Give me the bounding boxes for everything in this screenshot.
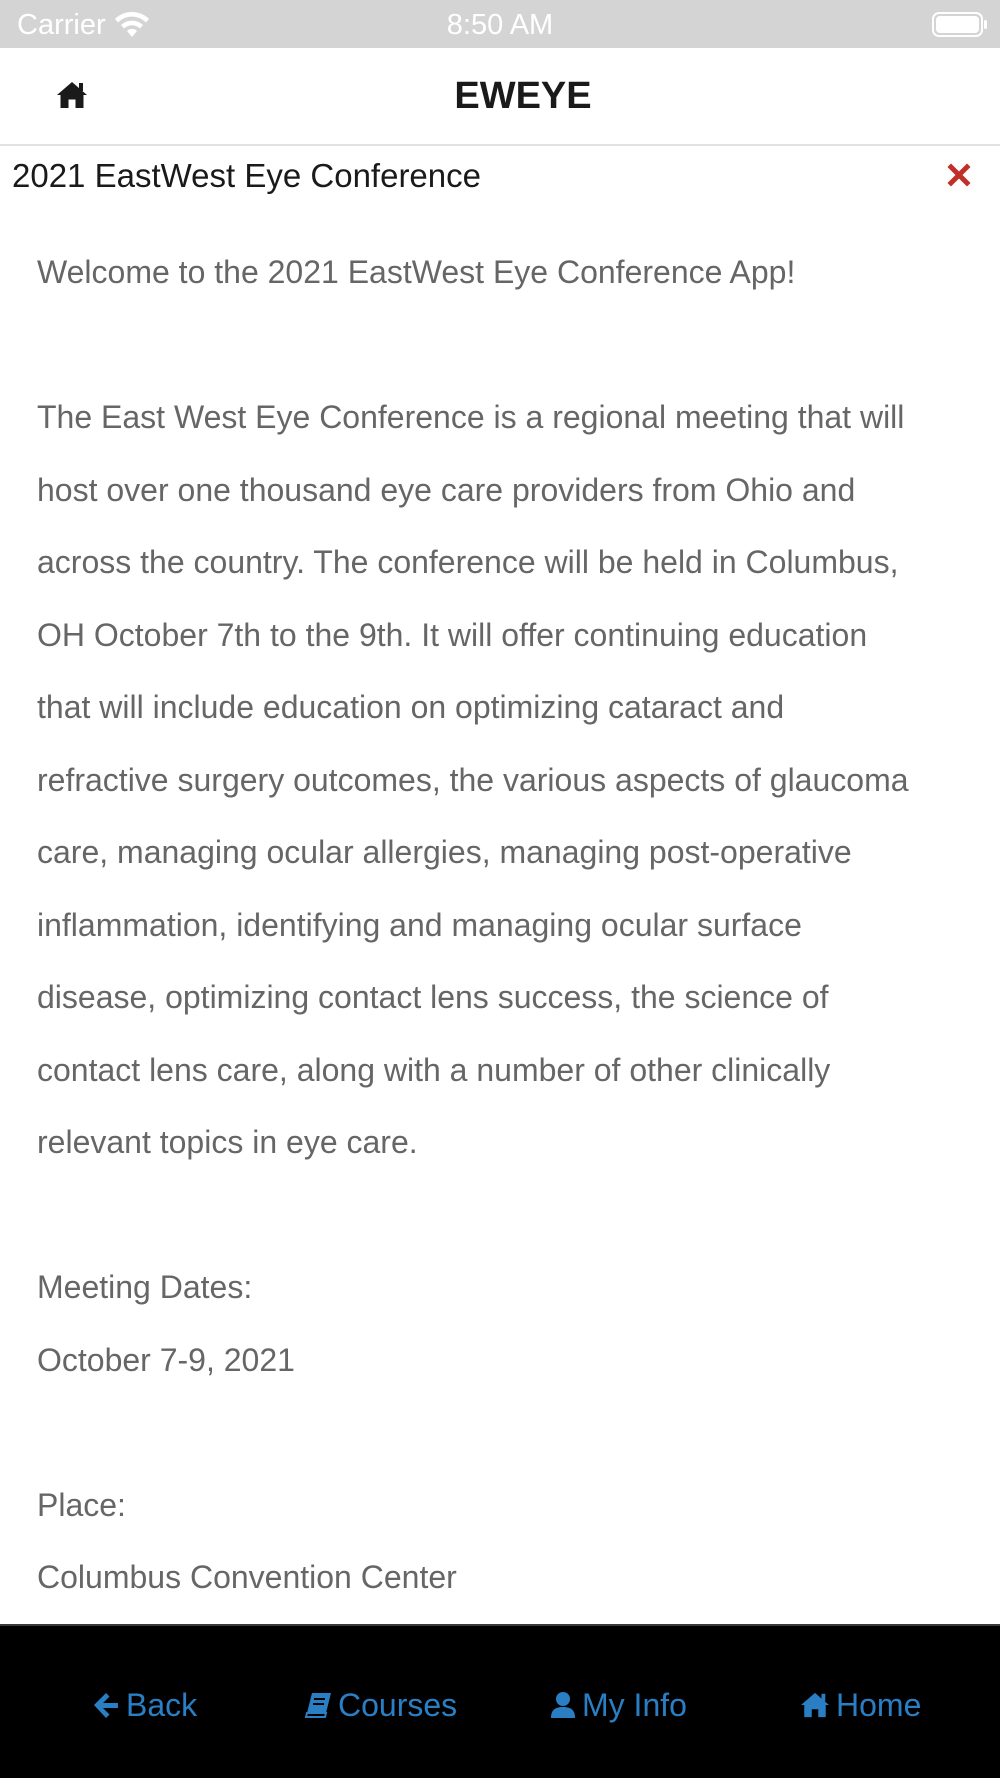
- battery-icon: [932, 12, 988, 37]
- close-icon[interactable]: [944, 160, 974, 190]
- carrier-label: Carrier: [17, 9, 106, 41]
- description-line: contact lens care, along with a number of other clinically: [37, 1051, 831, 1088]
- status-bar: [0, 0, 1000, 48]
- back-label: Back: [126, 1687, 198, 1723]
- meeting-dates-value: October 7-9, 2021: [37, 1341, 295, 1378]
- description-line: that will include education on optimizing cataract and: [37, 689, 785, 725]
- courses-tab[interactable]: [304, 1686, 457, 1724]
- description-line: refractive surgery outcomes, the various aspects of glaucoma: [37, 761, 909, 798]
- place-label: Place:: [37, 1486, 126, 1523]
- arrow-left-icon: [92, 1691, 120, 1719]
- bottom-tab-bar: [0, 1624, 1000, 1778]
- back-button[interactable]: [92, 1686, 197, 1724]
- description-line: across the country. The conference will be held in Columbus,: [37, 544, 899, 580]
- spacer: [37, 1179, 977, 1252]
- home-tab[interactable]: [800, 1686, 921, 1724]
- nav-bar: [0, 48, 1000, 146]
- home-icon: [800, 1691, 830, 1719]
- conference-title: 2021 EastWest Eye Conference: [12, 157, 481, 194]
- my-info-label: My Info: [582, 1687, 687, 1723]
- meeting-dates-label: Meeting Dates:: [37, 1269, 253, 1305]
- place-value: Columbus Convention Center: [37, 1559, 457, 1595]
- welcome-text: Welcome to the 2021 EastWest Eye Conference App!: [37, 254, 796, 290]
- description-line: care, managing ocular allergies, managing post-operative: [37, 834, 852, 870]
- description-line: inflammation, identifying and managing ocular surface: [37, 906, 802, 943]
- spacer: [37, 309, 977, 382]
- book-icon: [304, 1691, 332, 1719]
- my-info-tab[interactable]: [550, 1686, 687, 1724]
- courses-label: Courses: [338, 1687, 458, 1723]
- description-line: host over one thousand eye care providers from Ohio and: [37, 471, 856, 508]
- description-line: relevant topics in eye care.: [37, 1124, 418, 1160]
- description-line: OH October 7th to the 9th. It will offer continuing education: [37, 616, 868, 653]
- spacer: [37, 1396, 977, 1469]
- user-icon: [550, 1691, 576, 1719]
- conference-description: [37, 236, 977, 1614]
- description-line: The East West Eye Conference is a regional meeting that will: [37, 399, 905, 435]
- page-title: EWEYE: [454, 75, 592, 117]
- status-time: 8:50 AM: [446, 9, 554, 41]
- home-label: Home: [836, 1687, 922, 1723]
- description-line: disease, optimizing contact lens success, the science of: [37, 979, 829, 1015]
- conference-info-panel: [0, 146, 1000, 1624]
